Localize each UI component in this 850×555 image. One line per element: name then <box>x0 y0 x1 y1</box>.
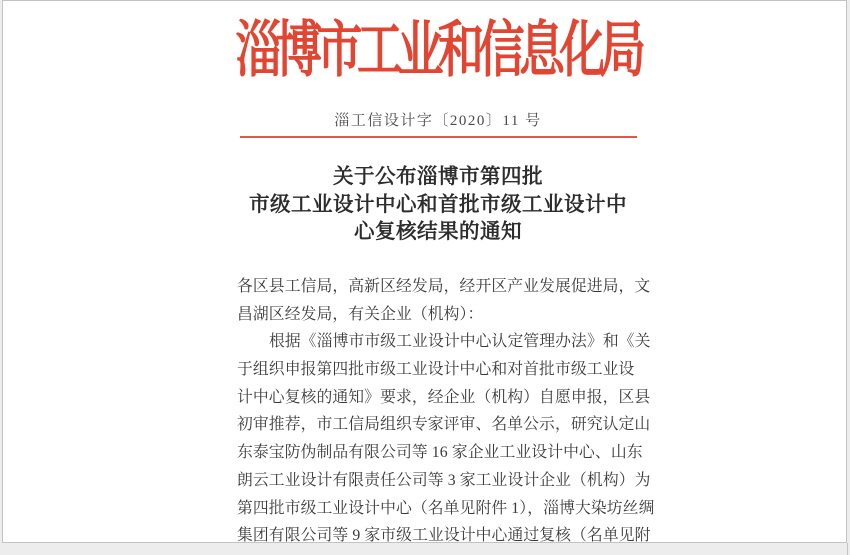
body-line-salutation: 昌湖区经发局，有关企业（机构）： <box>237 305 484 323</box>
document-title-line: 关于公布淄博市第四批 <box>333 165 543 188</box>
body-line: 东泰宝防伪制品有限公司等 16 家企业工业设计中心、山东 <box>237 444 643 462</box>
document-number: 淄工信设计字〔2020〕11 号 <box>334 113 542 129</box>
agency-name-header: 淄博市工业和信息化局 <box>235 16 641 84</box>
body-line: 初审推荐，市工信局组织专家评审、名单公示，研究认定山 <box>237 416 651 434</box>
document-title-line: 市级工业设计中心和首批市级工业设计中 <box>249 192 627 216</box>
red-divider-line <box>240 136 637 138</box>
body-line: 于组织申报第四批市级工业设计中心和对首批市级工业设 <box>237 361 635 379</box>
document-body <box>237 273 655 550</box>
body-line: 第四批市级工业设计中心（名单见附件 1），淄博大染坊丝绸 <box>237 499 655 517</box>
body-line-salutation: 各区县工信局，高新区经发局，经开区产业发展促进局，文 <box>237 278 651 295</box>
body-line: 根据《淄博市市级工业设计中心认定管理办法》和《关 <box>269 333 651 351</box>
body-line: 朗云工业设计有限责任公司等 3 家工业设计企业（机构）为 <box>237 471 651 489</box>
document-title <box>0 163 850 246</box>
document-title-line: 心复核结果的通知 <box>354 220 522 243</box>
body-line: 计中心复核的通知》要求，经企业（机构）自愿申报，区县 <box>237 388 651 406</box>
body-line: 集团有限公司等 9 家市级工业设计中心通过复核（名单见附 <box>237 527 651 545</box>
